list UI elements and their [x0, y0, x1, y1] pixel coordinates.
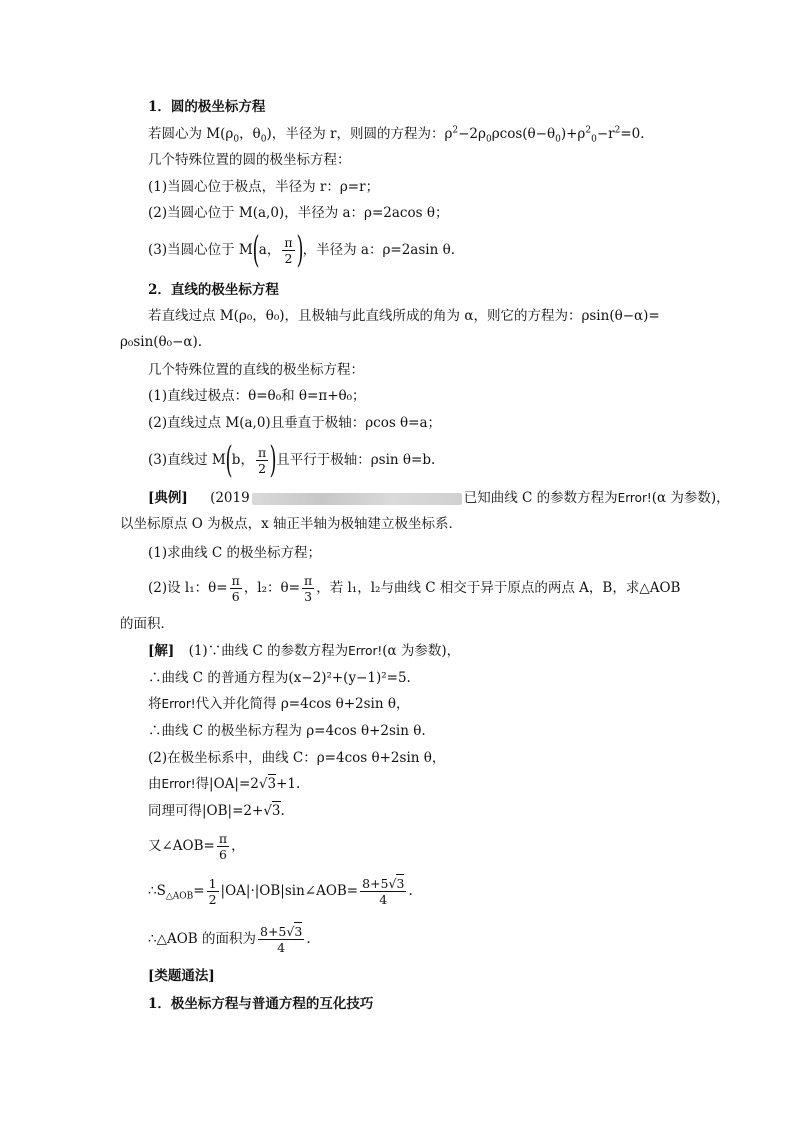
example-tag: [典例] — [148, 490, 188, 506]
line-case-2: (2)直线过点 M(a,0)且垂直于极轴：ρcos θ=a； — [148, 415, 442, 431]
solution-line-6: 由Error!得|OA|=2√3+1. — [148, 776, 301, 792]
smudged-source-text — [252, 493, 462, 505]
solution-line-10: ∴△AOB 的面积为 $\frac{8+5√3}{4}$ . — [148, 924, 311, 955]
solution-line-1: [解] (1)∵曲线 C 的参数方程为Error!(α 为参数)， — [148, 643, 461, 659]
circle-case-1: (1)当圆心位于极点，半径为 r：ρ=r； — [148, 179, 380, 195]
circle-general-equation: 若圆心为 $M(\rho_0$，$\theta_0$)，半径为 r，则圆的方程为：$\rho^2-2\rho_0\rho\cos(\theta-\theta_0)+\rho^2_0-r^2=0$. — [148, 125, 645, 145]
line-case-1: (1)直线过极点：θ=θ₀和 θ=π+θ₀； — [148, 388, 366, 404]
fraction-pi-over-6: $\frac{\pi}{6}$ — [218, 831, 228, 862]
line-general-equation-1: 若直线过点 M(ρ₀，θ₀)，且极轴与此直线所成的角为 α，则它的方程为：ρsin(θ−α)= — [148, 308, 660, 324]
solution-line-4: ∴曲线 C 的极坐标方程为 ρ=4cos θ+2sin θ. — [148, 723, 426, 739]
example-question-line-2: 以坐标原点 O 为极点，x 轴正半轴为极轴建立极坐标系． — [120, 516, 463, 532]
solution-line-8: 又∠AOB= $\frac{\pi}{6}$ ， — [148, 831, 245, 862]
solution-line-9: $\therefore S_{\triangle AOB}=$ $\frac{1}{2}$ |OA|·|OB|sin∠AOB= $\frac{8+5√3}{4}$ . — [148, 876, 413, 907]
fraction-one-half: $\frac{1}{2}$ — [208, 876, 217, 907]
line-case-3: (3)直线过 M(b， $\frac{\pi}{2}$ )且平行于极轴：ρsin θ=b. — [148, 439, 436, 481]
methods-tag: [类题通法] — [148, 968, 215, 984]
section-heading-line: 2．直线的极坐标方程 — [148, 282, 279, 298]
fraction-area-value: $\frac{8+5√3}{4}$ — [260, 924, 303, 955]
section-heading-circle: 1．圆的极坐标方程 — [148, 99, 266, 115]
fraction-pi-over-6: $\frac{\pi}{6}$ — [231, 573, 240, 604]
line-general-equation-2: ρ₀sin(θ₀−α). — [120, 334, 203, 350]
fraction-pi-over-3: $\frac{\pi}{3}$ — [303, 573, 313, 604]
fraction-area-value: $\frac{8+5√3}{4}$ — [362, 876, 405, 907]
solution-line-7: 同理可得|OB|=2+√3. — [148, 803, 285, 819]
solution-line-3: 将Error!代入并化简得 ρ=4cos θ+2sin θ， — [148, 696, 410, 712]
solution-line-2: ∴曲线 C 的普通方程为(x−2)²+(y−1)²=5. — [148, 670, 411, 686]
example-part-2-line-2: 的面积． — [120, 616, 174, 632]
circle-case-3: (3)当圆心位于 M(a， $\frac{\pi}{2}$ )，半径为 a：ρ=2asin θ. — [148, 229, 456, 271]
example-question-line-1: [典例] (2019 已知曲线 C 的参数方程为Error!(α 为参数)， — [148, 490, 730, 506]
fraction-pi-over-2: $\frac{\pi}{2}$ — [284, 235, 293, 266]
solution-line-5: (2)在极坐标系中，曲线 C：ρ=4cos θ+2sin θ， — [148, 750, 446, 766]
fraction-pi-over-2: $\frac{\pi}{2}$ — [257, 445, 267, 476]
line-special-title: 几个特殊位置的直线的极坐标方程： — [148, 362, 364, 378]
solution-tag: [解] — [148, 643, 175, 659]
circle-case-2: (2)当圆心位于 M(a,0)，半径为 a：ρ=2acos θ； — [148, 205, 449, 221]
example-part-2: (2)设 l₁：θ= $\frac{\pi}{6}$ ，l₂：θ= $\frac{\pi}{3}$ ，若 l₁，l₂与曲线 C 相交于异于原点的两点 A，B，求△AOB — [148, 573, 681, 604]
circle-special-title: 几个特殊位置的圆的极坐标方程： — [148, 152, 351, 168]
methods-item-1: 1．极坐标方程与普通方程的互化技巧 — [148, 996, 374, 1012]
example-part-1: (1)求曲线 C 的极坐标方程； — [148, 545, 322, 561]
